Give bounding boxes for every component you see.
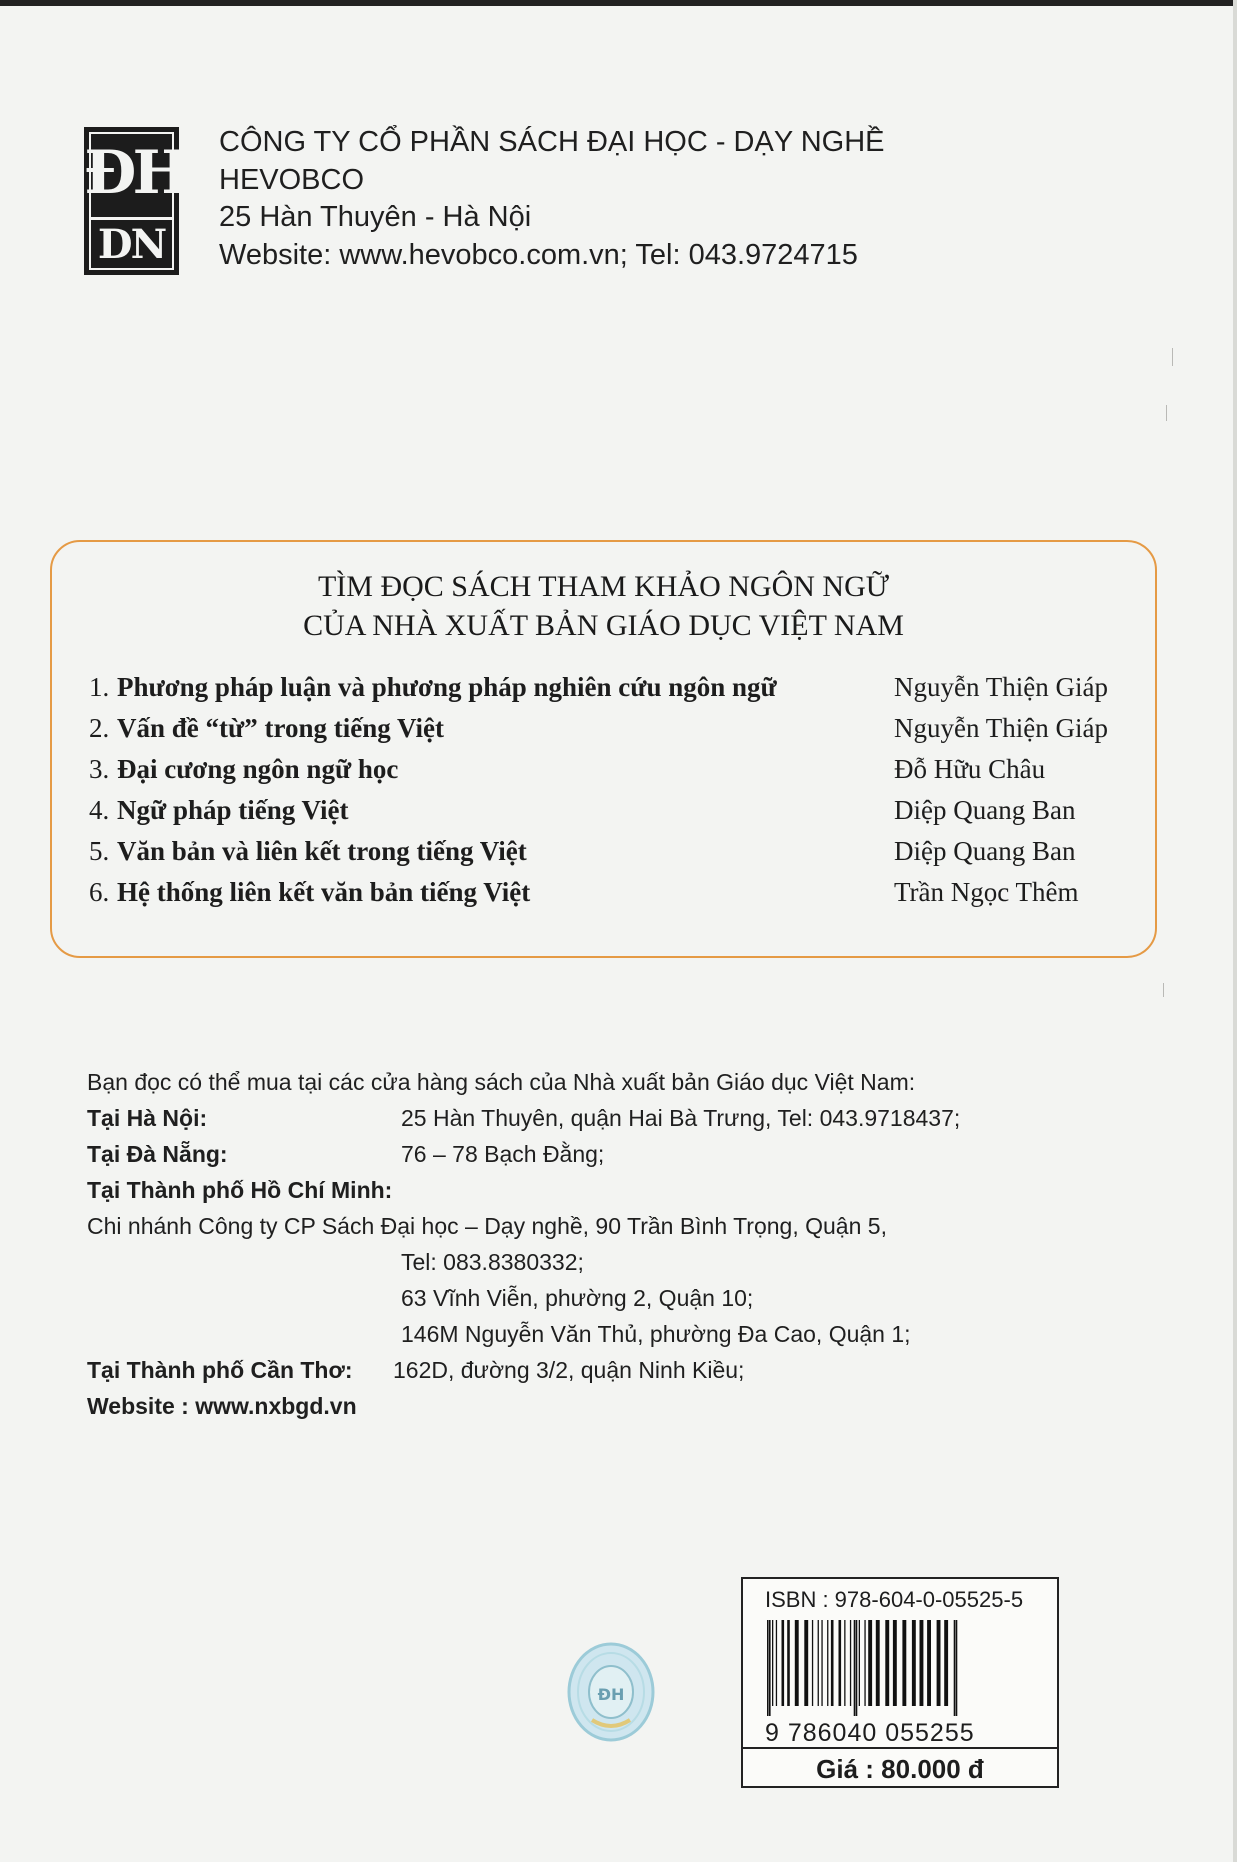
barcode-guard-bar: [856, 1620, 858, 1716]
reference-number: 2.: [89, 713, 110, 743]
reference-number: 6.: [89, 877, 110, 907]
barcode-bar: [839, 1620, 842, 1706]
danang-address: 76 – 78 Bạch Đằng;: [401, 1141, 605, 1167]
barcode-guard-bar: [956, 1620, 958, 1716]
reference-book-title: Đại cương ngôn ngữ học: [117, 754, 399, 784]
barcode-bar: [831, 1620, 834, 1706]
reference-book-title: Vấn đề “từ” trong tiếng Việt: [117, 713, 444, 743]
barcode-bar: [795, 1620, 799, 1706]
reference-author: Diệp Quang Ban: [894, 795, 1076, 825]
publisher-brand: HEVOBCO: [219, 163, 365, 196]
publisher-logo: [84, 127, 186, 275]
barcode-bar: [844, 1620, 845, 1706]
publisher-contact: Website: www.hevobco.com.vn; Tel: 043.9724715: [219, 238, 858, 271]
isbn-label: ISBN : 978-604-0-05525-5: [765, 1587, 1024, 1612]
hologram-seal: [566, 1640, 656, 1744]
barcode-guard-bar: [769, 1620, 771, 1716]
reference-book-title: Hệ thống liên kết văn bản tiếng Việt: [117, 877, 531, 907]
reference-item: [89, 754, 1125, 795]
reference-item: [89, 795, 1125, 836]
barcode-digits: 9 786040 055255: [765, 1719, 975, 1747]
barcode-guard-bar: [854, 1620, 856, 1716]
hcm-store-3: 146M Nguyễn Văn Thủ, phường Đa Cao, Quận 1;: [401, 1321, 911, 1347]
cantho-address: 162D, đường 3/2, quận Ninh Kiều;: [393, 1357, 745, 1383]
scan-mark: [1166, 405, 1167, 421]
reference-author: Nguyễn Thiện Giáp: [894, 713, 1108, 743]
website-line: Website : www.nxbgd.vn: [87, 1393, 357, 1419]
scan-top-edge: [0, 0, 1237, 6]
scan-right-edge: [1233, 0, 1237, 1862]
barcode-bar: [864, 1620, 865, 1706]
barcode-bar: [876, 1620, 880, 1706]
barcode-bar: [821, 1620, 822, 1706]
scan-mark: [1163, 983, 1164, 997]
reference-title-line1: TÌM ĐỌC SÁCH THAM KHẢO NGÔN NGỮ: [317, 570, 890, 603]
barcode-bar: [927, 1620, 931, 1706]
logo-line1: ĐH: [84, 138, 186, 208]
reference-item: [89, 672, 1125, 713]
scan-mark: [1172, 348, 1173, 366]
barcode-bar: [782, 1620, 785, 1706]
logo-divider: [89, 217, 174, 220]
barcode-bar: [902, 1620, 906, 1706]
reference-item: [89, 877, 1125, 918]
hcm-branch: Chi nhánh Công ty CP Sách Đại học – Dạy nghề, 90 Trần Bình Trọng, Quận 5,: [87, 1213, 887, 1239]
publisher-name: CÔNG TY CỔ PHẦN SÁCH ĐẠI HỌC - DẠY NGHỀ: [219, 126, 885, 158]
reference-author: Trần Ngọc Thêm: [894, 877, 1079, 907]
reference-book-title: Phương pháp luận và phương pháp nghiên cứu ngôn ngữ: [117, 672, 777, 702]
reference-book-title: Ngữ pháp tiếng Việt: [117, 795, 349, 825]
reference-number: 1.: [89, 672, 110, 702]
barcode-guard-bar: [767, 1620, 769, 1716]
hcm-store-2: 63 Vĩnh Viễn, phường 2, Quận 10;: [401, 1285, 754, 1311]
reference-author: Nguyễn Thiện Giáp: [894, 672, 1108, 702]
reference-book-title: Văn bản và liên kết trong tiếng Việt: [117, 836, 527, 866]
publisher-address: 25 Hàn Thuyên - Hà Nội: [219, 201, 532, 233]
reference-item: [89, 713, 1125, 754]
publisher-info: [219, 124, 885, 274]
logo-line2: DN: [97, 221, 166, 268]
barcode-bar: [859, 1620, 860, 1706]
reference-books-box: [50, 540, 1157, 958]
barcode-bar: [818, 1620, 819, 1706]
barcode-bar: [937, 1620, 941, 1706]
barcode-bar: [772, 1620, 773, 1706]
barcode-bar: [912, 1620, 916, 1706]
isbn-box: [741, 1577, 1059, 1788]
stores-intro: Bạn đọc có thể mua tại các cửa hàng sách của Nhà xuất bản Giáo dục Việt Nam:: [87, 1069, 916, 1095]
barcode-bar: [944, 1620, 948, 1706]
barcode-bar: [787, 1620, 790, 1706]
barcode-bar: [812, 1620, 813, 1706]
reference-item: [89, 836, 1125, 877]
reference-number: 3.: [89, 754, 110, 784]
hcm-tel: Tel: 083.8380332;: [401, 1249, 584, 1275]
barcode-bar: [776, 1620, 777, 1706]
cantho-label: Tại Thành phố Cần Thơ:: [87, 1357, 353, 1383]
barcode-bar: [893, 1620, 897, 1706]
barcode-bar: [827, 1620, 828, 1706]
barcode-bar: [920, 1620, 924, 1706]
barcode: [765, 1620, 1023, 1716]
price-label: Giá : 80.000 đ: [743, 1747, 1057, 1789]
barcode-bar: [868, 1620, 872, 1706]
danang-label: Tại Đà Nẵng:: [87, 1141, 228, 1167]
reference-title-line2: CỦA NHÀ XUẤT BẢN GIÁO DỤC VIỆT NAM: [303, 609, 904, 642]
svg-text:ĐH: ĐH: [597, 1685, 625, 1704]
hcm-label: Tại Thành phố Hồ Chí Minh:: [87, 1177, 393, 1203]
barcode-guard-bar: [954, 1620, 956, 1716]
reference-number: 5.: [89, 836, 110, 866]
hanoi-address: 25 Hàn Thuyên, quận Hai Bà Trưng, Tel: 043.9718437;: [401, 1105, 961, 1131]
barcode-bar: [850, 1620, 851, 1706]
barcode-bar: [804, 1620, 808, 1706]
barcode-bar: [885, 1620, 889, 1706]
reference-number: 4.: [89, 795, 110, 825]
reference-author: Diệp Quang Ban: [894, 836, 1076, 866]
hanoi-label: Tại Hà Nội:: [87, 1105, 208, 1131]
reference-author: Đỗ Hữu Châu: [894, 754, 1046, 784]
